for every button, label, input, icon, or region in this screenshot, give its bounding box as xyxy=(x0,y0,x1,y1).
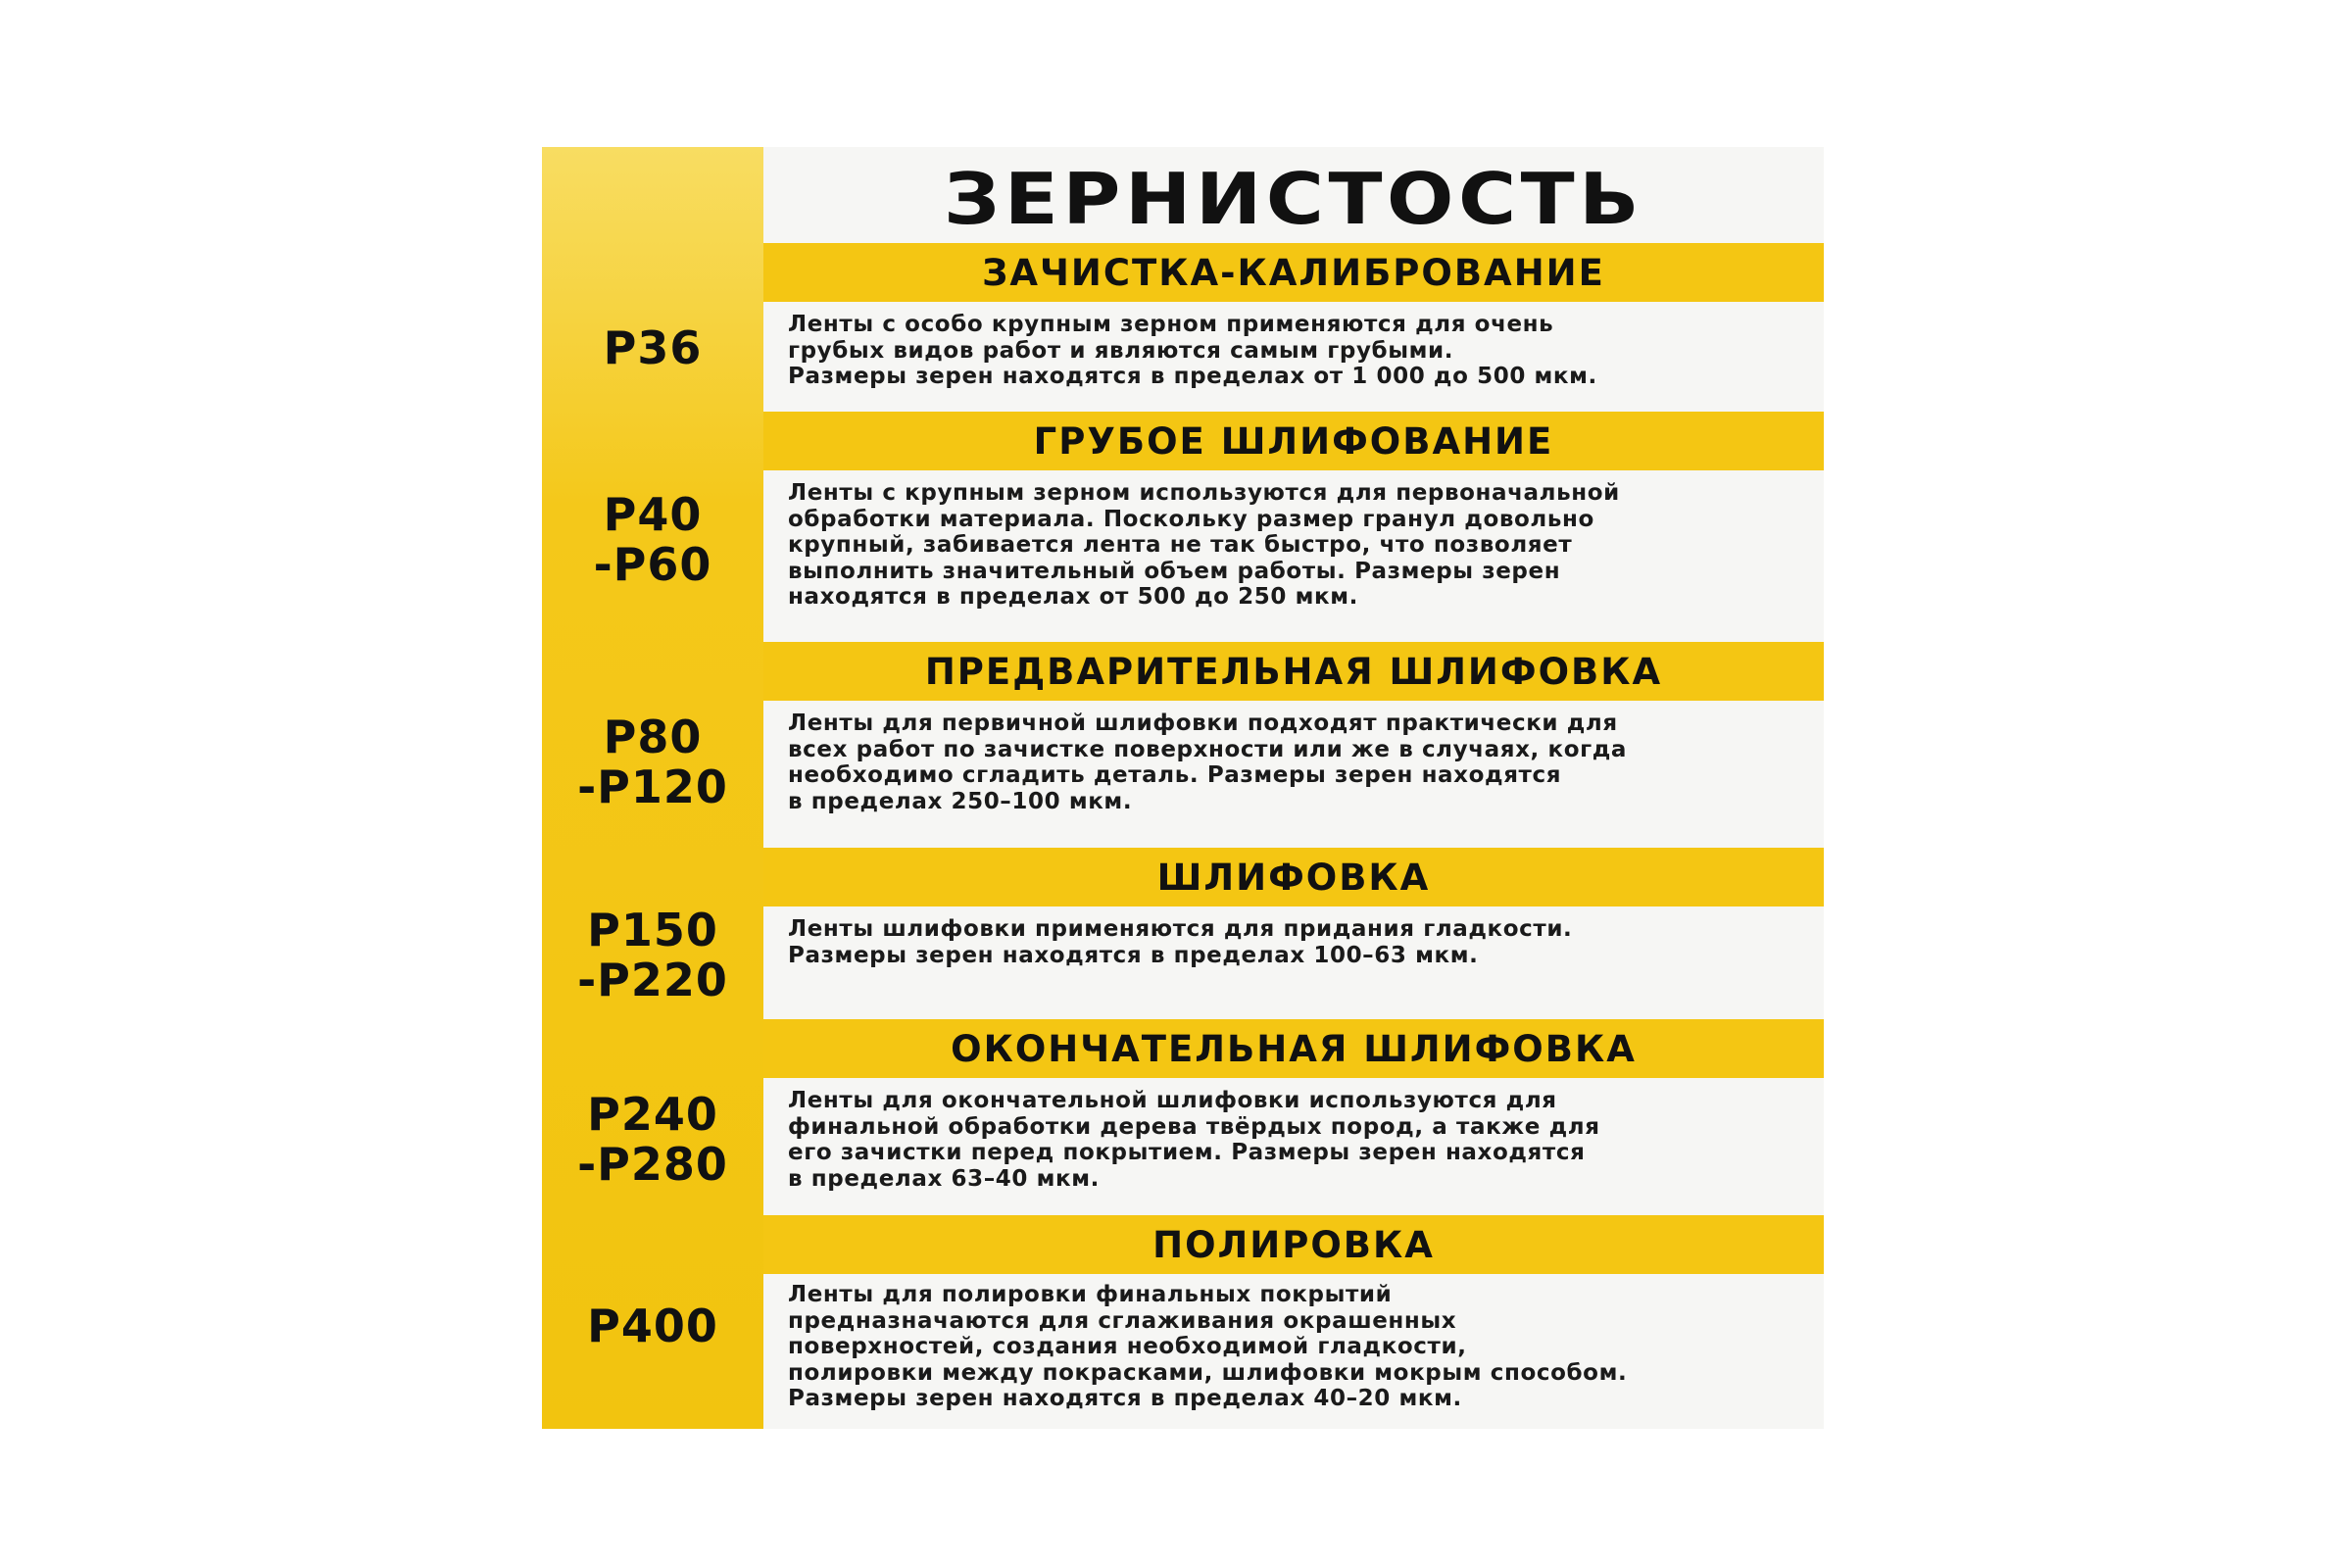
section-band-cleaning xyxy=(763,243,1824,302)
section-text-pre-sanding: Ленты для первичной шлифовки подходят практически для всех работ по зачистке поверхности или же в случаях, когда необходимо сгладить деталь. Размеры зерен находятся в пределах 250–100 мкм. xyxy=(788,710,1628,814)
grit-label-p40-p60: P40 -P60 xyxy=(593,488,712,591)
section-heading-sanding: ШЛИФОВКА xyxy=(1156,856,1431,899)
section-text-finish-sanding: Ленты для окончательной шлифовки используются для финальной обработки дерева твёрдых пород, а также для его зачистки перед покрытием. Размеры зерен находятся в пределах 63–40 мкм. xyxy=(788,1088,1600,1192)
section-text-sanding: Ленты шлифовки применяются для придания гладкости. Размеры зерен находятся в пределах 100–63 мкм. xyxy=(788,916,1573,968)
section-band-sanding xyxy=(763,848,1824,906)
grit-label-p240-p280: P240 -P280 xyxy=(577,1088,728,1191)
section-text-coarse-sanding: Ленты с крупным зерном используются для первоначальной обработки материала. Поскольку размер гранул довольно крупный, забивается лента не так быстро, что позволяет выполнить значительный объем работы. Размеры зерен находятся в пределах от 500 до 250 мкм. xyxy=(788,480,1620,611)
grit-label-p400: P400 xyxy=(587,1299,718,1352)
section-heading-polishing: ПОЛИРОВКА xyxy=(1152,1223,1435,1266)
section-heading-coarse-sanding: ГРУБОЕ ШЛИФОВАНИЕ xyxy=(1033,419,1554,463)
section-heading-finish-sanding: ОКОНЧАТЕЛЬНАЯ ШЛИФОВКА xyxy=(951,1027,1637,1070)
section-band-polishing xyxy=(763,1215,1824,1274)
section-heading-cleaning: ЗАЧИСТКА-КАЛИБРОВАНИЕ xyxy=(982,251,1605,294)
section-band-pre-sanding xyxy=(763,642,1824,701)
grit-poster xyxy=(542,147,1824,1429)
grit-label-p150-p220: P150 -P220 xyxy=(577,904,728,1006)
poster-title: ЗЕРНИСТОСТЬ xyxy=(943,158,1644,240)
section-band-finish-sanding xyxy=(763,1019,1824,1078)
section-text-polishing: Ленты для полировки финальных покрытий предназначаются для сглаживания окрашенных поверхностей, создания необходимой гладкости, полировки между покрасками, шлифовки мокрым способом. Размеры зерен находятся в пределах 40–20 мкм. xyxy=(788,1282,1628,1412)
grit-label-p36: P36 xyxy=(603,321,703,374)
section-text-cleaning: Ленты с особо крупным зерном применяются для очень грубых видов работ и являются самым грубыми. Размеры зерен находятся в пределах от 1 000 до 500 мкм. xyxy=(788,312,1597,390)
grit-label-p80-p120: P80 -P120 xyxy=(577,710,728,813)
section-band-coarse-sanding xyxy=(763,412,1824,470)
section-heading-pre-sanding: ПРЕДВАРИТЕЛЬНАЯ ШЛИФОВКА xyxy=(924,650,1663,693)
